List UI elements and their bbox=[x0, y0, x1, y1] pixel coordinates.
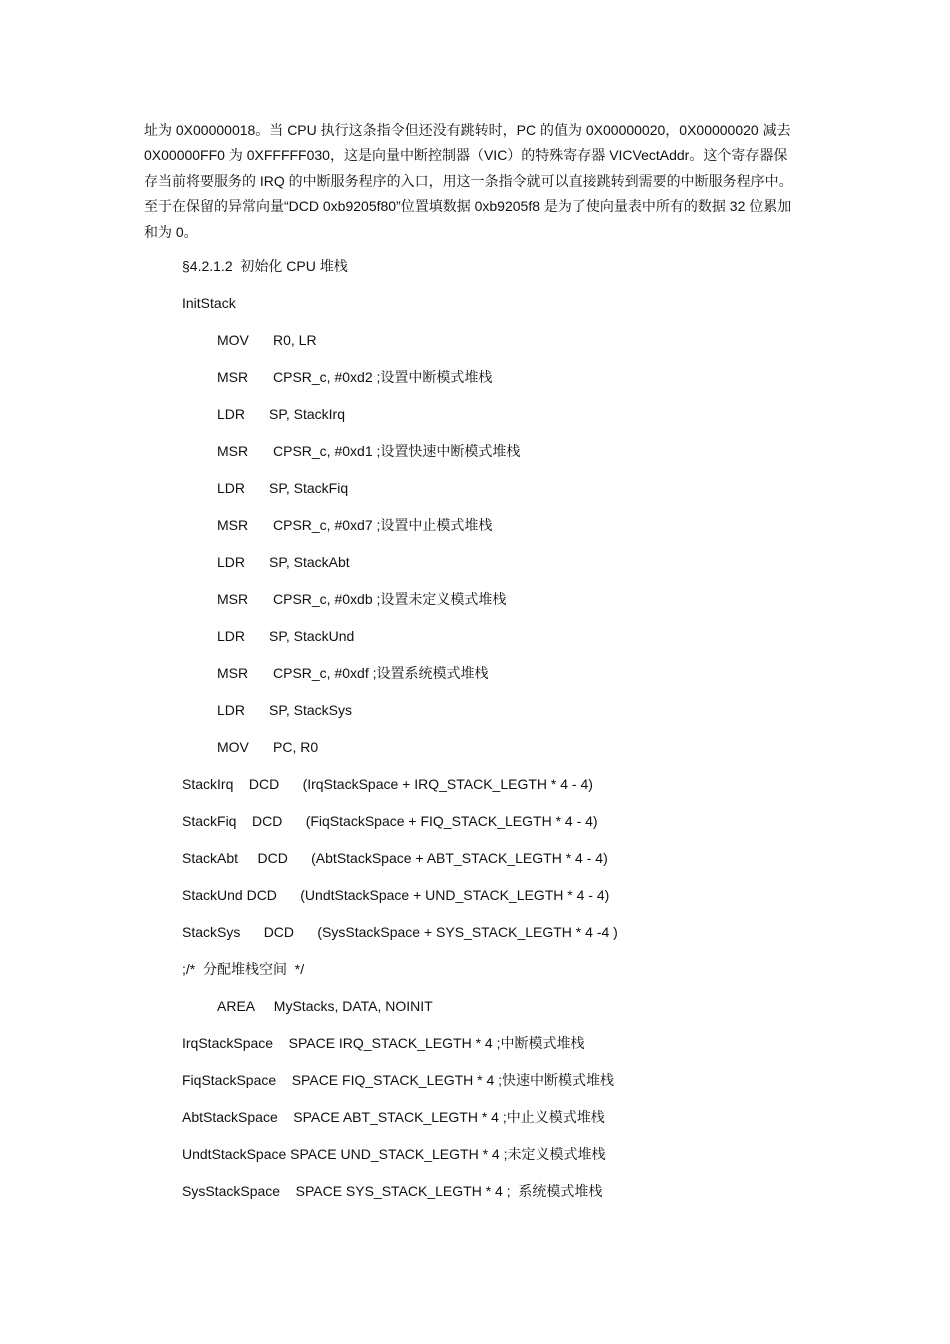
code-dcd-line: StackSys DCD (SysStackSpace + SYS_STACK_LEGTH * 4 -4 ) bbox=[182, 924, 618, 940]
code-mnemonic: LDR bbox=[217, 628, 246, 644]
code-dcd-line: StackFiq DCD (FiqStackSpace + FIQ_STACK_LEGTH * 4 - 4) bbox=[182, 813, 598, 829]
code-mnemonic: MSR bbox=[217, 591, 249, 607]
code-operands: R0, LR bbox=[273, 332, 317, 348]
code-mnemonic: MOV bbox=[217, 332, 249, 348]
code-instruction bbox=[217, 626, 354, 646]
code-mnemonic: LDR bbox=[217, 406, 246, 422]
code-operands: CPSR_c, #0xd7 ;设置中止模式堆栈 bbox=[273, 517, 493, 533]
code-mnemonic: MSR bbox=[217, 443, 249, 459]
code-area-line: AREA MyStacks, DATA, NOINIT bbox=[217, 998, 433, 1014]
code-instruction bbox=[217, 700, 352, 720]
code-instruction bbox=[217, 441, 520, 461]
paragraph-line: 0X00000FF0 为 0XFFFFF030，这是向量中断控制器（VIC）的特殊寄存器 VICVectAddr。这个寄存器保 bbox=[144, 147, 788, 164]
code-dcd-line: StackAbt DCD (AbtStackSpace + ABT_STACK_LEGTH * 4 - 4) bbox=[182, 850, 608, 866]
code-operands: CPSR_c, #0xdb ;设置未定义模式堆栈 bbox=[273, 591, 507, 607]
paragraph-line: 址为 0X00000018。当 CPU 执行这条指令但还没有跳转时，PC 的值为 0X00000020，0X00000020 减去 bbox=[144, 122, 791, 138]
code-space-line: AbtStackSpace SPACE ABT_STACK_LEGTH * 4 ;中止义模式堆栈 bbox=[182, 1109, 605, 1125]
code-dcd-line: StackIrq DCD (IrqStackSpace + IRQ_STACK_LEGTH * 4 - 4) bbox=[182, 776, 593, 792]
code-operands: SP, StackSys bbox=[269, 702, 353, 718]
code-operands: CPSR_c, #0xd2 ;设置中断模式堆栈 bbox=[273, 369, 493, 385]
code-instruction bbox=[217, 404, 345, 424]
code-space-line: SysStackSpace SPACE SYS_STACK_LEGTH * 4 ; 系统模式堆栈 bbox=[182, 1183, 603, 1199]
code-operands: PC, R0 bbox=[273, 739, 319, 755]
paragraph-line: 和为 0。 bbox=[144, 223, 198, 240]
code-instruction bbox=[217, 589, 506, 609]
code-mnemonic: MSR bbox=[217, 517, 249, 533]
paragraph-line: 存当前将要服务的 IRQ 的中断服务程序的入口，用这一条指令就可以直接跳转到需要的中断服务程序中。 bbox=[144, 172, 793, 189]
code-operands: SP, StackAbt bbox=[269, 554, 350, 570]
code-mnemonic: MSR bbox=[217, 665, 249, 681]
body-paragraph bbox=[144, 118, 810, 245]
code-comment: ;/* 分配堆栈空间 */ bbox=[182, 961, 305, 977]
code-instruction bbox=[217, 552, 350, 572]
code-mnemonic: LDR bbox=[217, 554, 246, 570]
code-mnemonic: MSR bbox=[217, 369, 249, 385]
code-instruction bbox=[217, 330, 317, 350]
code-mnemonic: MOV bbox=[217, 739, 249, 755]
code-space-line: UndtStackSpace SPACE UND_STACK_LEGTH * 4 ;未定义模式堆栈 bbox=[182, 1146, 606, 1162]
code-operands: SP, StackUnd bbox=[269, 628, 355, 644]
code-instruction bbox=[217, 737, 318, 757]
code-dcd-line: StackUnd DCD (UndtStackSpace + UND_STACK_LEGTH * 4 - 4) bbox=[182, 887, 610, 903]
section-heading: §4.2.1.2 初始化 CPU 堆栈 bbox=[182, 258, 348, 274]
code-instruction bbox=[217, 515, 492, 535]
code-operands: SP, StackFiq bbox=[269, 480, 349, 496]
code-space-line: FiqStackSpace SPACE FIQ_STACK_LEGTH * 4 ;快速中断模式堆栈 bbox=[182, 1072, 615, 1088]
code-instruction bbox=[217, 663, 489, 683]
code-mnemonic: LDR bbox=[217, 480, 246, 496]
code-operands: CPSR_c, #0xdf ;设置系统模式堆栈 bbox=[273, 665, 489, 681]
code-space-line: IrqStackSpace SPACE IRQ_STACK_LEGTH * 4 ;中断模式堆栈 bbox=[182, 1035, 585, 1051]
code-label-initstack: InitStack bbox=[182, 295, 236, 311]
paragraph-line: 至于在保留的异常向量“DCD 0xb9205f80”位置填数据 0xb9205f8 是为了使向量表中所有的数据 32 位累加 bbox=[144, 198, 792, 215]
code-instruction bbox=[217, 478, 348, 498]
code-mnemonic: LDR bbox=[217, 702, 246, 718]
code-operands: CPSR_c, #0xd1 ;设置快速中断模式堆栈 bbox=[273, 443, 521, 459]
code-instruction bbox=[217, 367, 492, 387]
code-operands: SP, StackIrq bbox=[269, 406, 346, 422]
